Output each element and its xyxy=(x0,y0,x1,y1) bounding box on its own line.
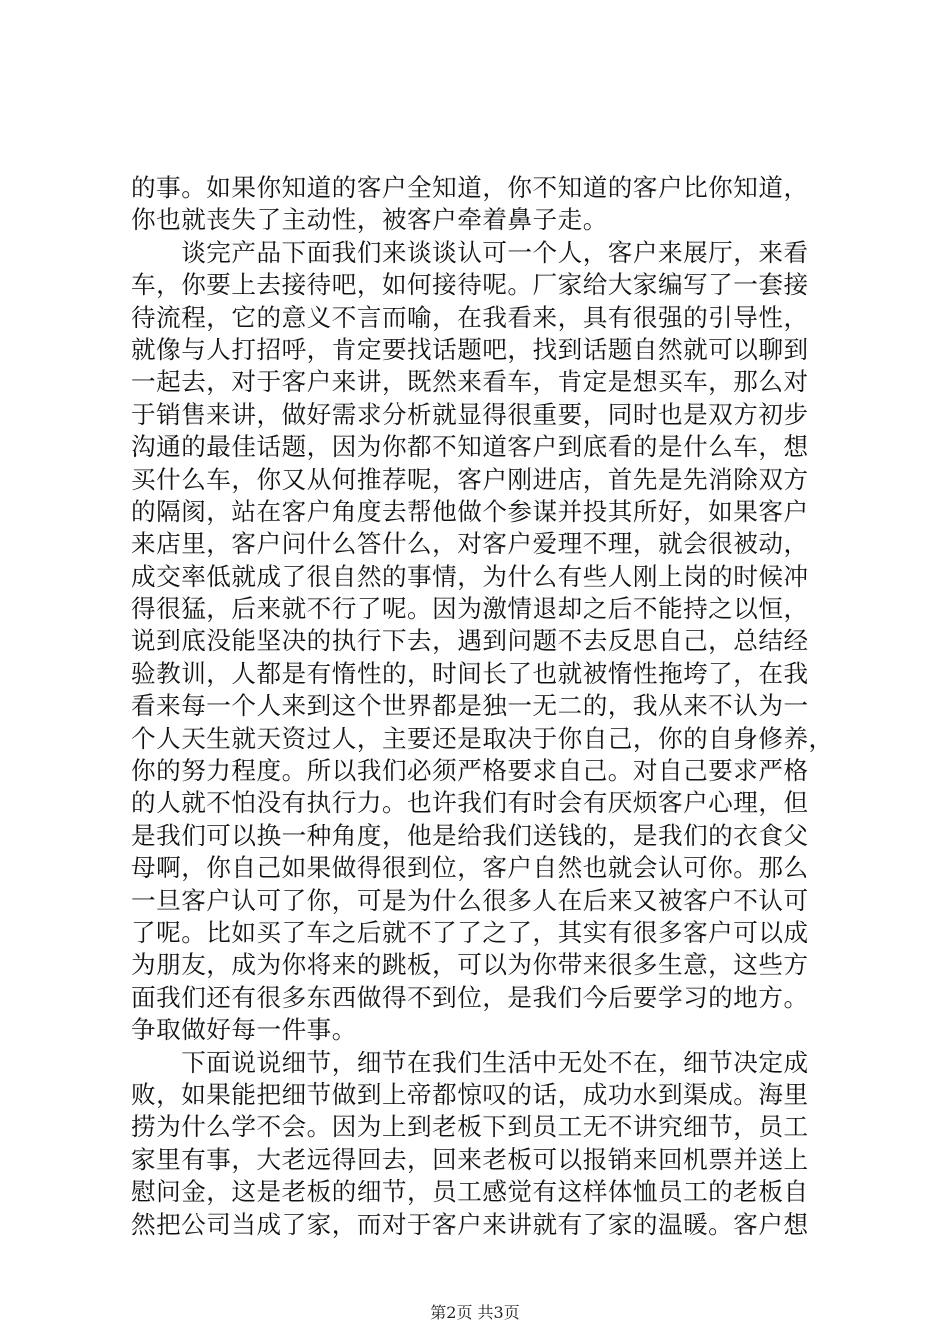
text-line: 的隔阂，站在客户角度去帮他做个参谋并投其所好，如果客户 xyxy=(131,496,809,526)
text-line: 谈完产品下面我们来谈谈认可一个人，客户来展厅，来看 xyxy=(131,237,809,267)
text-line: 争取做好每一件事。 xyxy=(131,1015,357,1045)
text-line: 得很猛，后来就不行了呢。因为激情退却之后不能持之以恒， xyxy=(131,594,809,624)
text-line: 母啊，你自己如果做得很到位，客户自然也就会认可你。那么 xyxy=(131,853,809,883)
text-line: 沟通的最佳话题，因为你都不知道客户到底看的是什么车，想 xyxy=(131,432,809,462)
text-line: 说到底没能坚决的执行下去，遇到问题不去反思自己，总结经 xyxy=(131,626,809,656)
text-line: 就像与人打招呼，肯定要找话题吧，找到话题自然就可以聊到 xyxy=(131,334,809,364)
text-line: 待流程，它的意义不言而喻，在我看来，具有很强的引导性， xyxy=(131,302,809,332)
text-line: 车，你要上去接待吧，如何接待呢。厂家给大家编写了一套接 xyxy=(131,270,809,300)
text-line: 一旦客户认可了你，可是为什么很多人在后来又被客户不认可 xyxy=(131,885,809,915)
text-line: 败，如果能把细节做到上帝都惊叹的话，成功水到渠成。海里 xyxy=(131,1079,809,1109)
text-line: 的人就不怕没有执行力。也许我们有时会有厌烦客户心理，但 xyxy=(131,788,809,818)
text-line: 下面说说细节，细节在我们生活中无处不在，细节决定成 xyxy=(131,1047,809,1077)
text-line: 的事。如果你知道的客户全知道，你不知道的客户比你知道， xyxy=(131,173,809,202)
text-line: 一起去，对于客户来讲，既然来看车，肯定是想买车，那么对 xyxy=(131,367,809,397)
text-line: 为朋友，成为你将来的跳板，可以为你带来很多生意，这些方 xyxy=(131,950,809,980)
text-line: 你的努力程度。所以我们必须严格要求自己。对自己要求严格 xyxy=(131,756,809,786)
page-number-footer: 第2页 共3页 xyxy=(430,1303,520,1322)
text-line: 面我们还有很多东西做得不到位，是我们今后要学习的地方。 xyxy=(131,982,809,1012)
text-line: 于销售来讲，做好需求分析就显得很重要，同时也是双方初步 xyxy=(131,399,809,429)
text-line: 慰问金，这是老板的细节，员工感觉有这样体恤员工的老板自 xyxy=(131,1177,809,1207)
text-line: 看来每一个人来到这个世界都是独一无二的，我从来不认为一 xyxy=(131,691,809,721)
text-line: 捞为什么学不会。因为上到老板下到员工无不讲究细节，员工 xyxy=(131,1112,809,1142)
text-line: 了呢。比如买了车之后就不了了之了，其实有很多客户可以成 xyxy=(131,917,809,947)
text-line: 验教训，人都是有惰性的，时间长了也就被惰性拖垮了，在我 xyxy=(131,658,809,688)
text-line: 是我们可以换一种角度，他是给我们送钱的，是我们的衣食父 xyxy=(131,820,809,850)
text-line: 买什么车，你又从何推荐呢，客户刚进店，首先是先消除双方 xyxy=(131,464,809,494)
text-line: 成交率低就成了很自然的事情，为什么有些人刚上岗的时候冲 xyxy=(131,561,809,591)
text-line: 你也就丧失了主动性，被客户牵着鼻子走。 xyxy=(131,205,608,235)
text-line: 个人天生就天资过人，主要还是取决于你自己，你的自身修养， xyxy=(131,723,834,753)
text-line: 家里有事，大老远得回去，回来老板可以报销来回机票并送上 xyxy=(131,1144,809,1174)
text-line: 来店里，客户问什么答什么，对客户爱理不理，就会很被动， xyxy=(131,529,809,559)
body-text xyxy=(131,172,834,1241)
text-line: 然把公司当成了家，而对于客户来讲就有了家的温暖。客户想 xyxy=(131,1209,809,1239)
